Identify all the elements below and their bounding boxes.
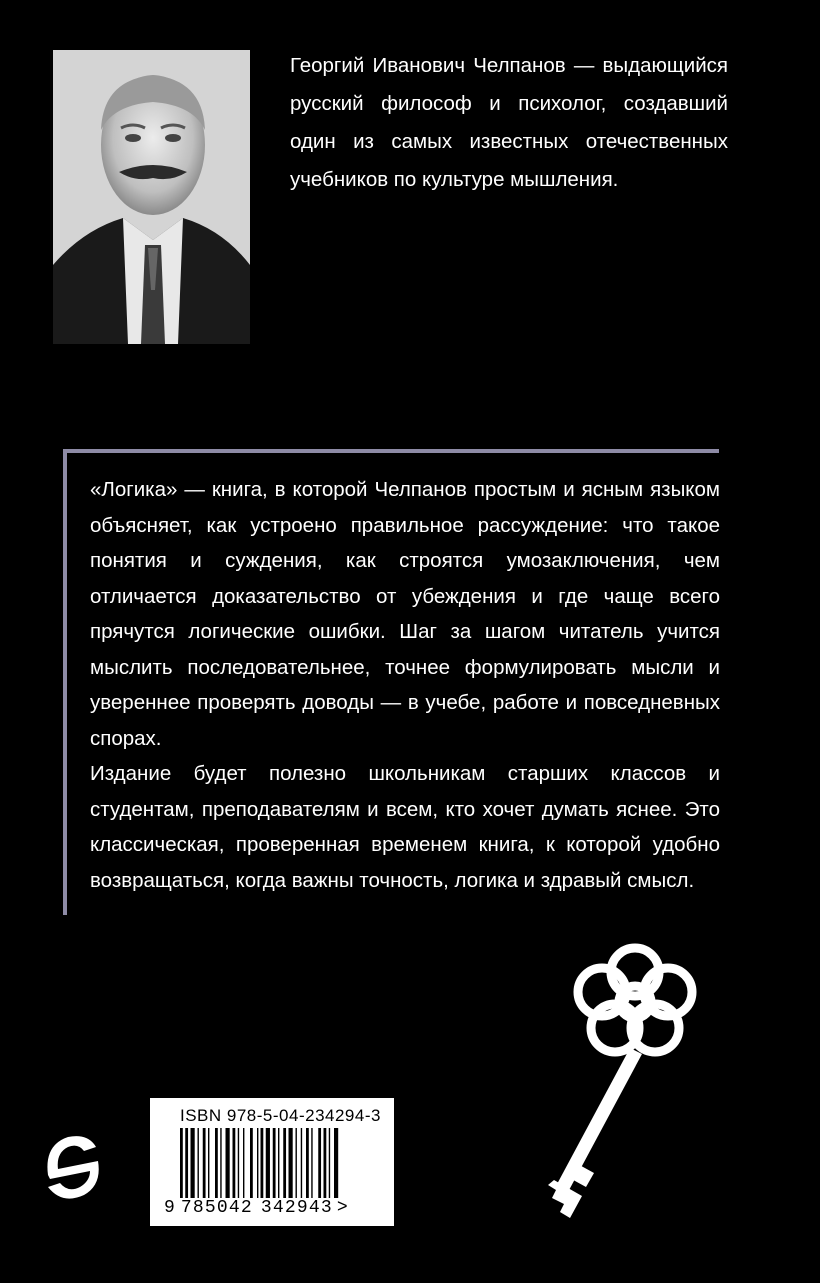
barcode-digit-group-1: 785042 xyxy=(180,1198,253,1218)
frame-left-line xyxy=(63,449,67,915)
description-paragraph-2: Издание будет полезно школьникам старших классов и студентам, преподавателям и всем, кто хочет думать яснее. Это классическая, проверенная временем книга, к которой удобно возвращаться, когда важны точность, логика и здравый смысл. xyxy=(90,762,720,892)
author-portrait-drawing xyxy=(53,50,250,344)
description-paragraph-1: «Логика» — книга, в которой Челпанов простым и ясным языком объясняет, как устроено правильное рассуждение: что такое понятия и суждения, как строятся умозаключения, чем отличается доказательство от убеждения и где чаще всего прячутся логические ошибки. Шаг за шагом читатель учится мыслить последовательнее, точнее формулировать мысли и увереннее проверять доводы — в учебе, работе и повседневных спорах. xyxy=(90,478,720,750)
barcode-digit-group-2: 342943 xyxy=(260,1198,333,1218)
isbn-number: ISBN 978-5-04-234294-3 xyxy=(180,1106,381,1125)
author-portrait xyxy=(53,50,250,344)
author-bio: Георгий Иванович Челпанов — выдающийся русский философ и психолог, создавший один из самых известных отечественных учебников по культуре мышления. xyxy=(290,54,728,191)
publisher-logo-icon xyxy=(40,1125,104,1205)
barcode-digits xyxy=(164,1198,348,1218)
barcode-digit-first: 9 xyxy=(164,1198,175,1218)
barcode-box xyxy=(150,1098,394,1226)
barcode-digit-end: > xyxy=(336,1198,348,1218)
key-icon xyxy=(490,930,730,1240)
book-description xyxy=(90,472,720,898)
barcode-bars xyxy=(180,1128,376,1198)
frame-top-line xyxy=(63,449,719,453)
